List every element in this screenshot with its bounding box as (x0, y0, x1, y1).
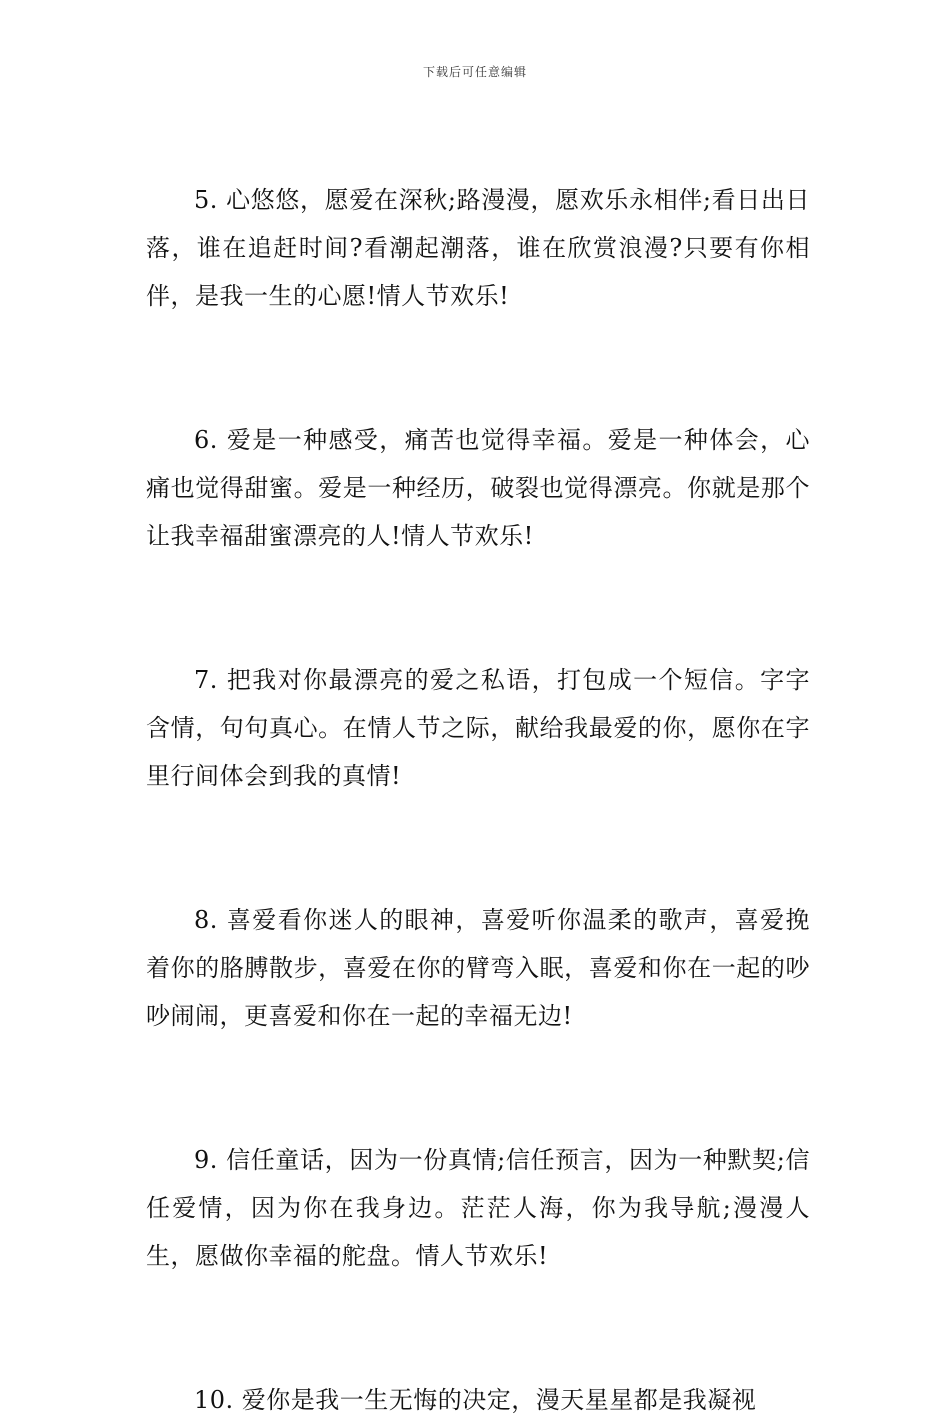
paragraph-7: 7. 把我对你最漂亮的爱之私语，打包成一个短信。字字含情，句句真心。在情人节之际，献给我最爱的你，愿你在字里行间体会到我的真情! (146, 666, 810, 790)
paragraph-8: 8. 喜爱看你迷人的眼神，喜爱听你温柔的歌声，喜爱挽着你的胳膊散步，喜爱在你的臂弯入眠，喜爱和你在一起的吵吵闹闹，更喜爱和你在一起的幸福无边! (146, 906, 810, 1030)
paragraph-5: 5. 心悠悠，愿爱在深秋;路漫漫，愿欢乐永相伴;看日出日落，谁在追赶时间?看潮起潮落，谁在欣赏浪漫?只要有你相伴，是我一生的心愿!情人节欢乐! (146, 186, 810, 310)
paragraph-9: 9. 信任童话，因为一份真情;信任预言，因为一种默契;信任爱情，因为你在我身边。茫茫人海，你为我导航;漫漫人生，愿做你幸福的舵盘。情人节欢乐! (146, 1146, 810, 1270)
paragraph-spacer (146, 1280, 810, 1376)
paragraph-spacer (146, 800, 810, 896)
paragraph-6: 6. 爱是一种感受，痛苦也觉得幸福。爱是一种体会，心痛也觉得甜蜜。爱是一种经历，破裂也觉得漂亮。你就是那个让我幸福甜蜜漂亮的人!情人节欢乐! (146, 426, 810, 550)
document-body (146, 176, 810, 1424)
header-note: 下载后可任意编辑 (422, 65, 527, 79)
paragraph-10: 10. 爱你是我一生无悔的决定，漫天星星都是我凝视 (194, 1386, 757, 1414)
paragraph-spacer (146, 560, 810, 656)
paragraph-spacer (146, 320, 810, 416)
paragraph-spacer (146, 1040, 810, 1136)
